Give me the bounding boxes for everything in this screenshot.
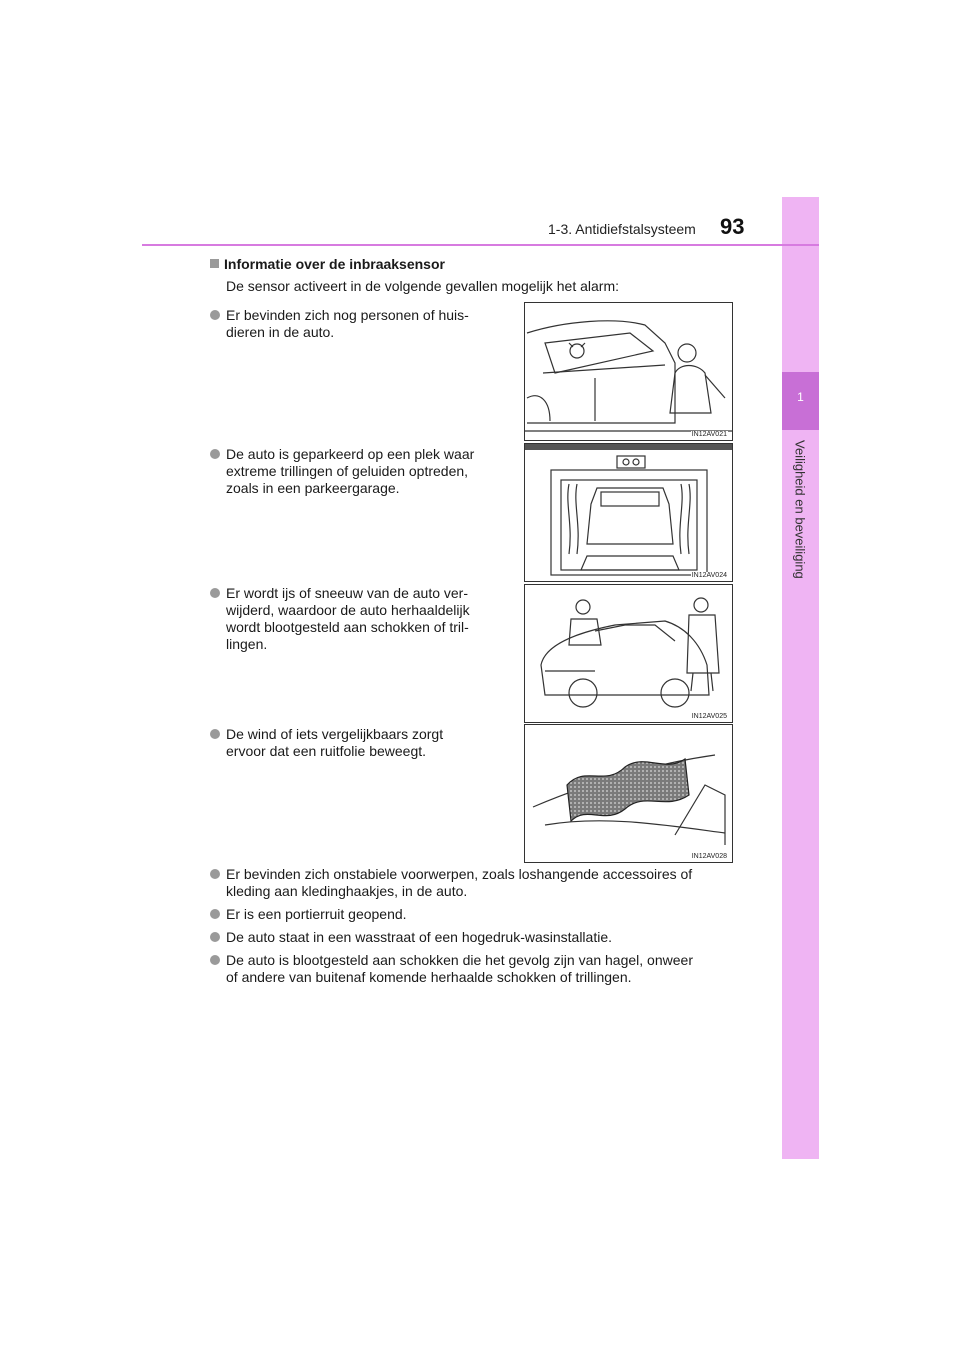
- list-item-line: wordt blootgesteld aan schokken of tril-: [226, 619, 469, 635]
- bullet-icon: [210, 729, 220, 739]
- list-item: [210, 906, 750, 923]
- figure-code: IN12AV021: [691, 431, 727, 438]
- square-bullet-icon: [210, 259, 219, 268]
- list-item-line: of andere van buitenaf komende herhaalde schokken of trillingen.: [226, 969, 632, 985]
- list-item-line: Er is een portierruit geopend.: [226, 906, 407, 922]
- figure-person-and-dog-in-car: [524, 302, 733, 441]
- chapter-title: Veiligheid en beveiliging: [792, 440, 808, 579]
- list-item: [210, 929, 750, 946]
- chapter-number: 1: [797, 390, 804, 404]
- list-item: [210, 446, 512, 497]
- figure-code: IN12AV025: [691, 713, 727, 720]
- list-item: [210, 307, 512, 341]
- list-item: [210, 585, 512, 653]
- bullet-icon: [210, 588, 220, 598]
- figure-window-film: [524, 724, 733, 863]
- list-item-line: De auto is blootgesteld aan schokken die het gevolg zijn van hagel, onweer: [226, 952, 693, 968]
- bullet-icon: [210, 909, 220, 919]
- snow-removal-illustration: [525, 585, 732, 722]
- section-intro: De sensor activeert in de volgende gevallen mogelijk het alarm:: [226, 278, 619, 294]
- section-heading-text: Informatie over de inbraaksensor: [224, 256, 445, 272]
- list-item: [210, 726, 512, 760]
- header-rule: [142, 244, 819, 246]
- figure-removing-snow: [524, 584, 733, 723]
- section-heading: [210, 256, 445, 272]
- list-item-line: kleding aan kledinghaakjes, in de auto.: [226, 883, 468, 899]
- bullet-icon: [210, 932, 220, 942]
- list-item-line: dieren in de auto.: [226, 324, 335, 340]
- page-number: 93: [720, 214, 745, 239]
- window-film-illustration: [525, 725, 732, 862]
- bullet-icon: [210, 869, 220, 879]
- figure-code: IN12AV028: [691, 853, 727, 860]
- bullet-icon: [210, 955, 220, 965]
- list-item-line: lingen.: [226, 636, 268, 652]
- list-item-line: ervoor dat een ruitfolie beweegt.: [226, 743, 427, 759]
- figure-car-wash: [524, 443, 733, 582]
- car-wash-illustration: [525, 444, 732, 581]
- side-tab: [782, 197, 819, 1159]
- list-item-line: De auto staat in een wasstraat of een hogedruk-wasinstallatie.: [226, 929, 613, 945]
- car-with-dog-illustration: [525, 303, 732, 440]
- chapter-title-vertical: [787, 440, 813, 670]
- list-item: [210, 952, 750, 986]
- list-item-line: zoals in een parkeergarage.: [226, 480, 400, 496]
- running-header: 1-3. Antidiefstalsysteem: [548, 221, 696, 237]
- list-item-line: De wind of iets vergelijkbaars zorgt: [226, 726, 444, 742]
- list-item-line: extreme trillingen of geluiden optreden,: [226, 463, 469, 479]
- list-item: [210, 866, 750, 900]
- figure-code: IN12AV024: [691, 572, 727, 579]
- list-item-line: Er bevinden zich onstabiele voorwerpen, zoals loshangende accessoires of: [226, 866, 693, 882]
- list-item-line: wijderd, waardoor de auto herhaaldelijk: [226, 602, 470, 618]
- list-item-line: Er wordt ijs of sneeuw van de auto ver-: [226, 585, 469, 601]
- bullet-icon: [210, 449, 220, 459]
- bullet-icon: [210, 310, 220, 320]
- list-item-line: De auto is geparkeerd op een plek waar: [226, 446, 475, 462]
- list-item-line: Er bevinden zich nog personen of huis-: [226, 307, 469, 323]
